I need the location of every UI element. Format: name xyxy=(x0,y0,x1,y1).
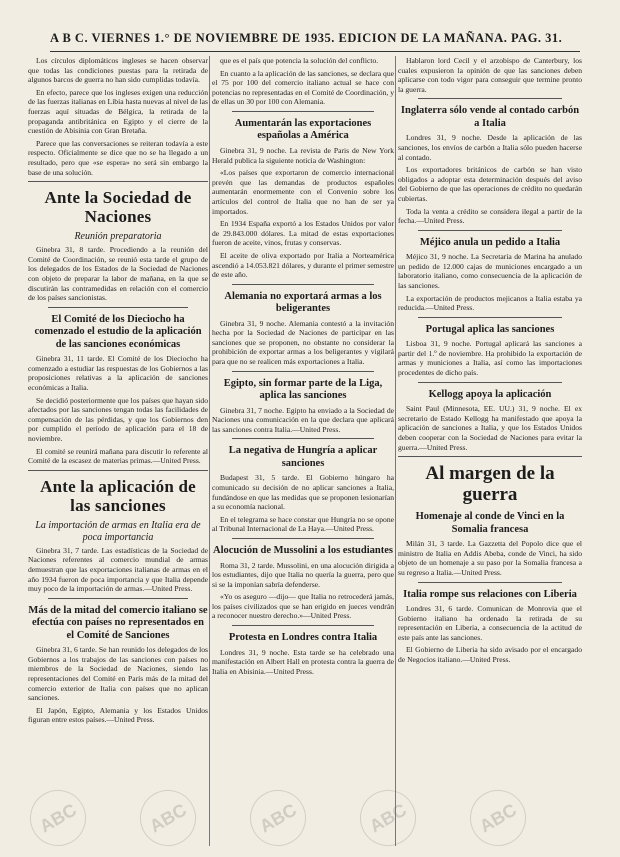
divider xyxy=(232,111,374,112)
article-text: Ginebra 31, 8 tarde. Procediendo a la reunión del Comité de Coordinación, se reunió esta tarde el grupo de los delegados de los Estados de la Sociedad de Naciones con objeto de preparar la labor de mañana, en la que se discutirán las contramedidas en relación con el comercio de los países sancionistas. xyxy=(28,245,208,303)
article-text: En el telegrama se hace constar que Hungría no se opone al Tribunal Internacional de La Haya.—United Press. xyxy=(212,514,394,534)
section-heading: Al margen de la guerra xyxy=(425,463,555,506)
divider xyxy=(232,538,374,539)
article-text: Ginebra 31, 9 noche. Alemania contestó a la invitación hecha por la Sociedad de Naciones de participar en las sanciones que se proponen, no obstante no considerar la prohibición de exportar armas a los beligerantes y vigilará para que no se realicen más exportaciones a Italia. xyxy=(212,318,394,367)
article-heading: Méjico anula un pedido a Italia xyxy=(419,236,561,248)
divider xyxy=(48,307,188,308)
article-text: Ginebra 31, 7 noche. Egipto ha enviado a la Sociedad de Naciones una comunicación en la que declara que aplicará las sanciones contra Italia.—United Press. xyxy=(212,405,394,434)
article-text: Milán 31, 3 tarde. La Gazzetta del Popolo dice que el ministro de Italia en Addis Abeba, conde de Vinci, ha sido objeto de un homenaje a su paso por la Somalia francesa a su regreso a Italia.—United Press. xyxy=(398,539,582,577)
article-heading: Homenaje al conde de Vinci en la Somalia francesa xyxy=(415,511,565,535)
abc-watermark-stamp: ABC xyxy=(240,780,316,856)
header-title: A B C. VIERNES 1.° DE NOVIEMBRE DE 1935. EDICION DE LA MAÑANA. PAG. 31. xyxy=(50,31,563,45)
article-text: «Yo os aseguro —dijo— que Italia no retrocederá jamás, los países civilizados que se han erigido en jueces vendrán a reconocer nuestro derecho.»—United Press. xyxy=(212,592,394,621)
article-text: Roma 31, 2 tarde. Mussolini, en una alocución dirigida a los estudiantes, dijo que Italia no quería la guerra, pero que si se la imponían sabría defenderse. xyxy=(212,560,394,589)
column-rule-2 xyxy=(395,56,396,846)
article-subheading: Reunión preparatoria xyxy=(74,231,162,243)
column-rule-1 xyxy=(209,56,210,846)
abc-watermark-stamp: ABC xyxy=(350,780,426,856)
article-heading: Protesta en Londres contra Italia xyxy=(228,632,378,644)
divider xyxy=(418,382,562,383)
article-text: El comité se reunirá mañana para discutir lo referente al Comité de la escasez de materias primas.—United Press. xyxy=(28,446,208,466)
article-text: El Japón, Egipto, Alemania y los Estados Unidos figuran entre estos países.—United Press. xyxy=(28,705,208,725)
article-heading: Portugal aplica las sanciones xyxy=(425,323,555,335)
article-text: La exportación de productos mejicanos a Italia estaba ya reducida.—United Press. xyxy=(398,293,582,313)
article-text: Saint Paul (Minnesota, EE. UU.) 31, 9 noche. El ex secretario de Estado Kellogg ha manifestado que apoya la aplicación de sanciones a Italia, y que los Estados Unidos deben cooperar con la Sociedad de Naciones para evitar la guerra.—United Press. xyxy=(398,404,582,452)
column-2 xyxy=(212,56,394,846)
article-text: «Los países que exportaron de comercio internacional prevén que las demandas de productos españoles aumentarán enormemente con el Convenio sobre los artículos del control de Italia que no han de ser ya importados. xyxy=(212,168,394,216)
divider xyxy=(28,181,208,182)
article-heading: Inglaterra sólo vende al contado carbón a Italia xyxy=(400,105,580,129)
divider xyxy=(48,598,188,599)
abc-watermark-stamp: ABC xyxy=(460,780,536,856)
article-text: Toda la venta a crédito se considera ilegal a partir de la fecha.—United Press. xyxy=(398,206,582,226)
article-text: En 1934 España exportó a los Estados Unidos por valor de 29.843.000 dólares. La mitad de estas exportaciones fueron de aceite, vinos, frutas y conservas. xyxy=(212,219,394,248)
divider xyxy=(232,625,374,626)
column-1 xyxy=(28,56,208,846)
article-text: Budapest 31, 5 tarde. El Gobierno húngaro ha comunicado su decisión de no aplicar sanciones a Italia, fundándose en que las medidas que se proponen lesionarían a su economía nacional. xyxy=(212,473,394,512)
article-text: Londres 31, 9 noche. Esta tarde se ha celebrado una manifestación en Albert Hall en protesta contra la guerra de Italia en Abisinia.—United Press. xyxy=(212,647,394,676)
article-text: Ginebra 31, 7 tarde. Las estadísticas de la Sociedad de Naciones referentes al comercio mundial de armas demuestran que las exportaciones italianas de armas en el año 1934 fueron de poca importancia y que Italia depende muy poco de la importación de armas.—United Press. xyxy=(28,545,208,594)
article-text: Ginebra 31, 9 noche. La revista de Paris de New York Herald publica la siguiente noticia de Washington: xyxy=(212,145,394,165)
article-text: Ginebra 31, 11 tarde. El Comité de los Dieciocho ha comenzado a estudiar las respuestas de los Gobiernos a las proposiciones relativas a la aplicación de sanciones económicas a Italia. xyxy=(28,354,208,392)
section-heading: Ante la aplicación de las sanciones xyxy=(40,476,196,515)
divider xyxy=(418,582,562,583)
article-heading: Más de la mitad del comercio italiano se efectúa con países no representados en el Comité de Sanciones xyxy=(28,604,208,641)
article-text: que es el país que potencia la solución del conflicto. xyxy=(220,56,379,65)
article-heading: Egipto, sin formar parte de la Liga, aplica las sanciones xyxy=(223,377,383,402)
divider xyxy=(232,438,374,439)
abc-watermark-stamp: ABC xyxy=(20,780,96,856)
divider xyxy=(232,371,374,372)
article-text: Méjico 31, 9 noche. La Secretaría de Marina ha anulado un pedido de 12.000 cajas de municiones encargado a un laboratorio italiano, como consecuencia de la aplicación de las sanciones. xyxy=(398,252,582,290)
divider xyxy=(232,284,374,285)
article-text: Ginebra 31, 6 tarde. Se han reunido los delegados de los Gobiernos a los trabajos de las sanciones con países no miembros de la Sociedad de Naciones, siendo las representaciones del Comité en París más de la mitad del comercio exterior de Italia con países que no aplican sanciones. xyxy=(28,645,208,703)
divider xyxy=(418,317,562,318)
article-heading: Aumentarán las exportaciones españolas a América xyxy=(234,117,372,142)
divider xyxy=(398,456,582,457)
article-text: Londres 31, 9 noche. Desde la aplicación de las sanciones, los envíos de carbón a Italia sólo pueden hacerse al contado. xyxy=(398,133,582,162)
abc-watermark-stamp: ABC xyxy=(130,780,206,856)
divider xyxy=(28,470,208,471)
article-text: En efecto, parece que los ingleses exigen una reducción de las fuerzas italianas en Libia hasta nuevas al nivel de las fuerzas aquí situadas de Bélgica, la retirada de la propaganda antibritánica en Egipto y el cierre de la cuestión de Abisinia con Gran Bretaña. xyxy=(28,87,208,136)
article-heading: Italia rompe sus relaciones con Liberia xyxy=(403,588,577,600)
article-heading: Alocución de Mussolini a los estudiantes xyxy=(213,545,393,556)
divider xyxy=(418,98,562,99)
article-heading: Alemania no exportará armas a los beligerantes xyxy=(224,290,382,315)
article-text: En cuanto a la aplicación de las sanciones, se declara que el 75 por 100 del comercio italiano actual se hace con potencias no representadas en el Comité de Coordinación, y de ellas un 30 por 100 con Alemania. xyxy=(212,68,394,107)
article-text: Londres 31, 6 tarde. Comunican de Monrovia que el Gobierno italiano ha ordenado la retirada de su representación en Liberia, a consecuencia de la actitud de este país ante las sanciones. xyxy=(398,604,582,642)
divider xyxy=(418,230,562,231)
article-text: Se decidió posteriormente que los países que hayan sido afectados por las sanciones tengan todas las facilidades de compensación de las pérdidas, y que los Gobiernos den por cumplido el período de aplicación para el 18 de noviembre. xyxy=(28,395,208,443)
article-text: Los círculos diplomáticos ingleses se hacen observar que todas las condiciones puestas para la retirada de algunos barcos de guerra no han sido cumplidas todavía. xyxy=(28,56,208,85)
article-text: Hablaron lord Cecil y el arzobispo de Canterbury, los cuales expusieron la opinión de que las sanciones deben aplicarse con todo vigor para conseguir que termine pronto la guerra. xyxy=(398,56,582,94)
article-subheading: La importación de armas en Italia era de poca importancia xyxy=(35,519,201,543)
article-text: Parece que las conversaciones se reiteran todavía a este respecto. Oficialmente se dice que no se ha llegado a un resultado, pero que «se espera» no será sin embargo la base de una solución. xyxy=(28,138,208,177)
section-heading: Ante la Sociedad de Naciones xyxy=(44,188,192,227)
article-text: El aceite de oliva exportado por Italia a Norteamérica ascendió a 14.053.821 dólares, y durante el primer semestre de este año. xyxy=(212,250,394,280)
page-header xyxy=(50,31,580,52)
article-text: Los exportadores británicos de carbón se han visto obligados a adoptar esta determinación después del aviso del Gobierno de que las operaciones de crédito no quedarán cubiertas. xyxy=(398,165,582,203)
column-3 xyxy=(398,56,582,846)
article-heading: La negativa de Hungría a aplicar sanciones xyxy=(228,445,378,469)
article-text: El Gobierno de Liberia ha sido avisado por el encargado de Negocios italiano.—United Press. xyxy=(398,645,582,664)
article-heading: Kellogg apoya la aplicación xyxy=(428,388,552,400)
article-heading: El Comité de los Dieciocho ha comenzado el estudio de la aplicación de las sanciones económicas xyxy=(34,313,202,350)
article-text: Lisboa 31, 9 noche. Portugal aplicará las sanciones a partir del 1.º de noviembre. Ha prohibido la exportación de armas y municiones a Italia, así como las importaciones procedentes de dicho país. xyxy=(398,339,582,378)
